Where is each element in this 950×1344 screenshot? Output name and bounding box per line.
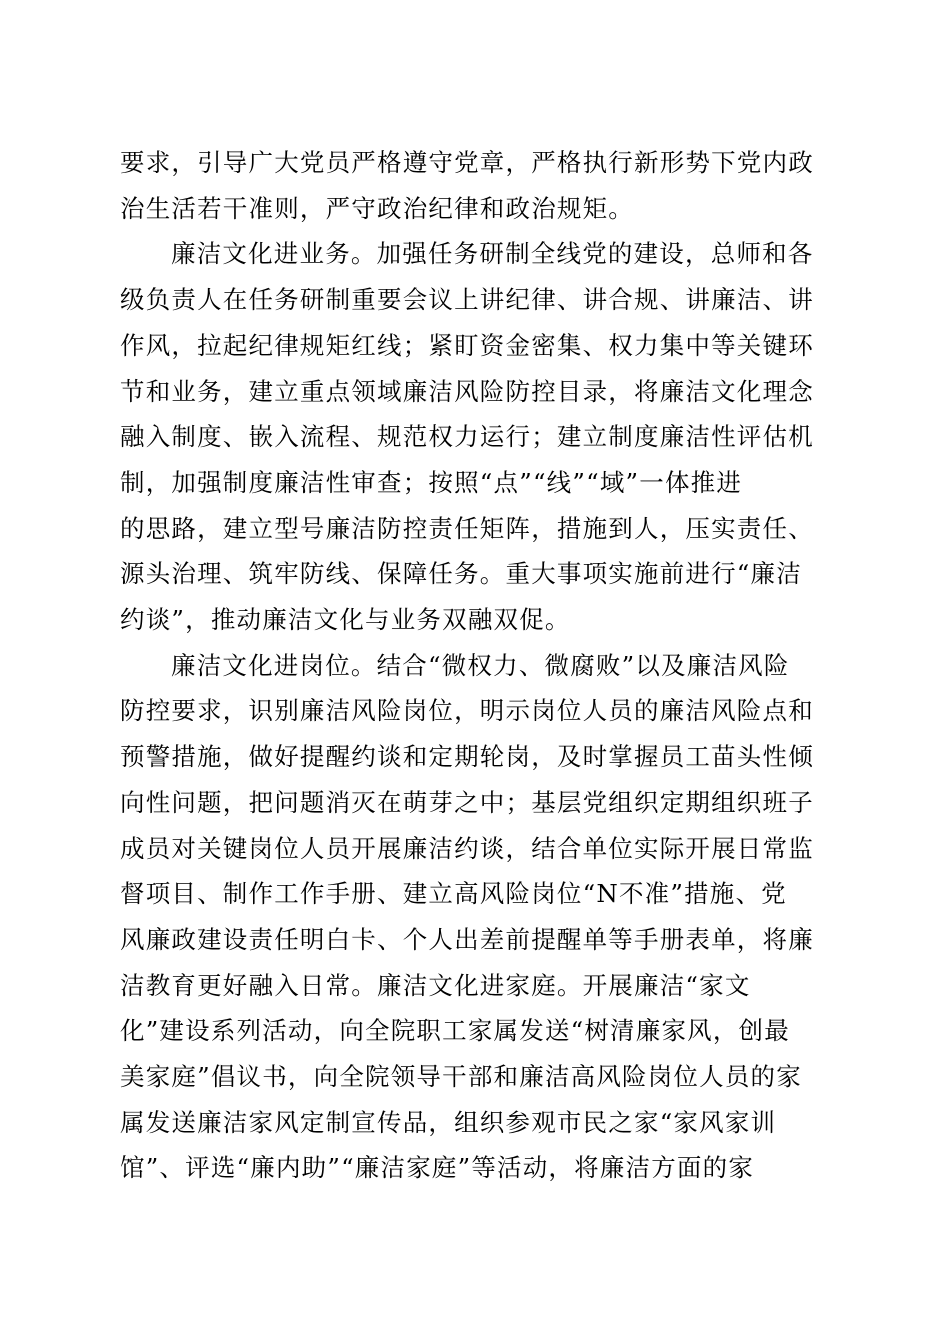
text-line: 馆”、评选“廉内助”“廉洁家庭”等活动，将廉洁方面的家 bbox=[120, 1153, 755, 1183]
text-line: 防控要求，识别廉洁风险岗位，明示岗位人员的廉洁风险点和 bbox=[120, 696, 814, 726]
text-line: 约谈”，推动廉洁文化与业务双融双促。 bbox=[120, 605, 571, 635]
text-line: 的思路，建立型号廉洁防控责任矩阵，措施到人，压实责任、 bbox=[120, 513, 814, 543]
text-line: 成员对关键岗位人员开展廉洁约谈，结合单位实际开展日常监 bbox=[120, 833, 814, 863]
text-line: 融入制度、嵌入流程、规范权力运行；建立制度廉洁性评估机 bbox=[120, 422, 814, 452]
document-body bbox=[120, 140, 832, 1191]
text-line: 向性问题，把问题消灭在萌芽之中；基层党组织定期组织班子 bbox=[120, 787, 814, 817]
text-line: 制，加强制度廉洁性审查；按照“点”“线”“域”一体推进 bbox=[120, 467, 743, 497]
paragraph-integrity-into-business bbox=[120, 231, 832, 642]
paragraph-integrity-into-posts bbox=[120, 643, 832, 1191]
text-line: 廉洁文化进业务。加强任务研制全线党的建设，总师和各 bbox=[171, 239, 814, 269]
text-line: 洁教育更好融入日常。廉洁文化进家庭。开展廉洁“家文 bbox=[120, 970, 751, 1000]
paragraph-party-discipline bbox=[120, 140, 832, 231]
text-line: 美家庭”倡议书，向全院领导干部和廉洁高风险岗位人员的家 bbox=[120, 1062, 802, 1092]
text-line: 源头治理、筑牢防线、保障任务。重大事项实施前进行“廉洁 bbox=[120, 559, 802, 589]
text-line: 廉洁文化进岗位。结合“微权力、微腐败”以及廉洁风险 bbox=[171, 650, 790, 680]
text-line: 级负责人在任务研制重要会议上讲纪律、讲合规、讲廉洁、讲 bbox=[120, 285, 814, 315]
text-line: 治生活若干准则，严守政治纪律和政治规矩。 bbox=[120, 193, 634, 223]
text-line: 属发送廉洁家风定制宣传品，组织参观市民之家“家风家训 bbox=[120, 1107, 777, 1137]
text-line: 化”建设系列活动，向全院职工家属发送“树清廉家风，创最 bbox=[120, 1016, 790, 1046]
text-line: 督项目、制作工作手册、建立高风险岗位“N不准”措施、党 bbox=[120, 879, 787, 909]
text-line: 节和业务，建立重点领域廉洁风险防控目录，将廉洁文化理念 bbox=[120, 376, 814, 406]
text-line: 作风，拉起纪律规矩红线；紧盯资金密集、权力集中等关键环 bbox=[120, 330, 814, 360]
text-line: 预警措施，做好提醒约谈和定期轮岗，及时掌握员工苗头性倾 bbox=[120, 742, 814, 772]
text-line: 要求，引导广大党员严格遵守党章，严格执行新形势下党内政 bbox=[120, 148, 814, 177]
text-line: 风廉政建设责任明白卡、个人出差前提醒单等手册表单，将廉 bbox=[120, 924, 814, 954]
